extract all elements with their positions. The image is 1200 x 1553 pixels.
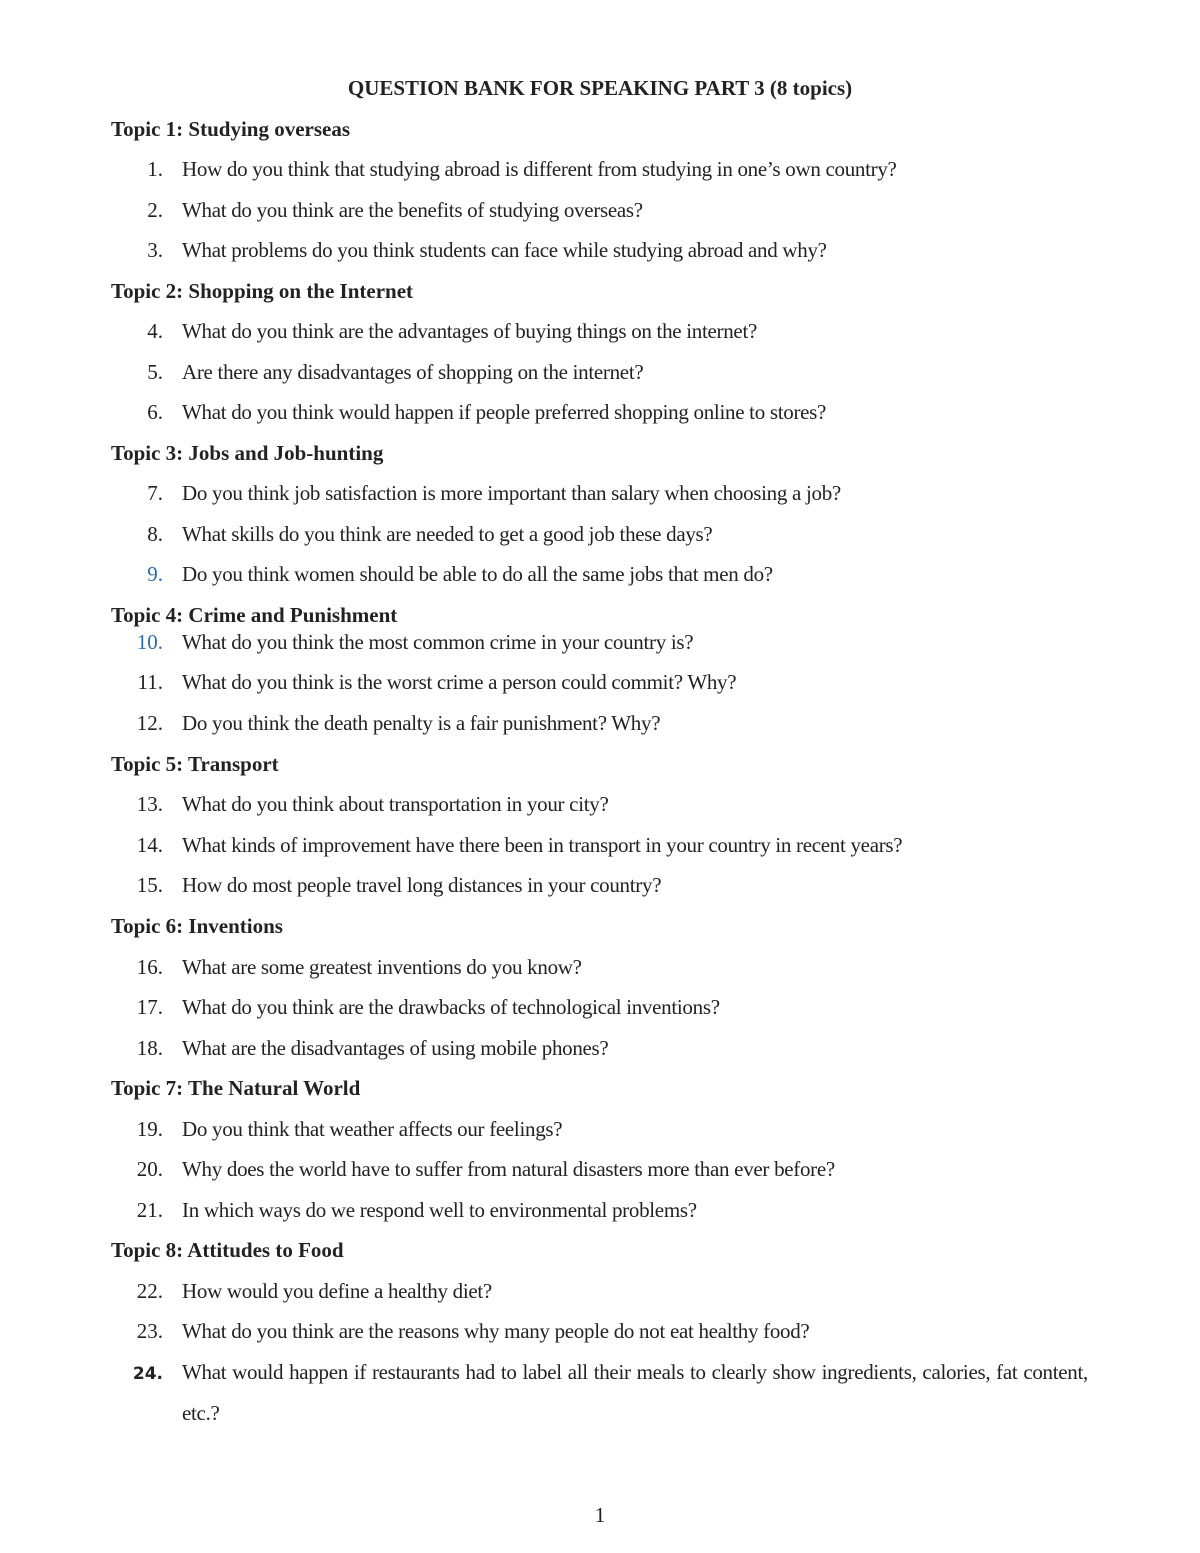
question-text: Why does the world have to suffer from natural disasters more than ever before? (182, 1157, 835, 1181)
question-number: 6. (147, 400, 163, 424)
question-text: What skills do you think are needed to get a good job these days? (182, 522, 713, 546)
topic-heading: Topic 5: Transport (111, 752, 279, 776)
question-number: 15. (136, 873, 163, 897)
question-number: 19. (136, 1117, 163, 1141)
question-text: What do you think are the advantages of buying things on the internet? (182, 319, 758, 343)
question-number: 24. (132, 1364, 163, 1384)
page-title: QUESTION BANK FOR SPEAKING PART 3 (8 topics) (347, 76, 853, 100)
question-text: Do you think women should be able to do all the same jobs that men do? (182, 562, 773, 586)
question-number: 23. (136, 1319, 163, 1343)
question-text: In which ways do we respond well to environmental problems? (182, 1198, 697, 1222)
page-number: 1 (594, 1503, 606, 1527)
question-text: What do you think are the reasons why many people do not eat healthy food? (182, 1319, 810, 1343)
question-text: What do you think would happen if people preferred shopping online to stores? (182, 400, 827, 424)
question-number: 21. (136, 1198, 163, 1222)
question-number: 13. (136, 792, 163, 816)
question-text: What are the disadvantages of using mobile phones? (182, 1036, 609, 1060)
topic-heading: Topic 1: Studying overseas (111, 117, 351, 141)
question-number: 3. (147, 238, 163, 262)
question-number: 7. (147, 481, 163, 505)
topic-heading: Topic 3: Jobs and Job-hunting (111, 441, 384, 465)
question-text: Are there any disadvantages of shopping on the internet? (182, 360, 644, 384)
question-text: What do you think about transportation in your city? (182, 792, 609, 816)
question-text: What do you think are the drawbacks of technological inventions? (182, 995, 720, 1019)
question-text: What would happen if restaurants had to label all their meals to clearly show ingredients, calories, fat content, etc.? (182, 1360, 1088, 1425)
question-text: Do you think job satisfaction is more important than salary when choosing a job? (182, 481, 841, 505)
question-number: 5. (147, 360, 163, 384)
question-number: 11. (137, 670, 163, 694)
question-text: What do you think is the worst crime a person could commit? Why? (182, 670, 737, 694)
question-text: Do you think the death penalty is a fair punishment? Why? (182, 711, 661, 735)
question-number: 2. (147, 198, 163, 222)
question-number: 8. (147, 522, 163, 546)
topic-heading: Topic 7: The Natural World (111, 1076, 361, 1100)
question-text: How do you think that studying abroad is different from studying in one’s own country? (182, 157, 897, 181)
topic-heading: Topic 4: Crime and Punishment (111, 603, 398, 627)
question-number: 9. (147, 562, 163, 586)
question-text: How would you define a healthy diet? (182, 1279, 492, 1303)
question-number: 22. (136, 1279, 163, 1303)
question-text: What do you think the most common crime in your country is? (182, 630, 694, 654)
question-number: 17. (136, 995, 163, 1019)
question-number: 1. (147, 157, 163, 181)
question-text: What do you think are the benefits of studying overseas? (182, 198, 643, 222)
topic-heading: Topic 2: Shopping on the Internet (111, 279, 414, 303)
topic-heading: Topic 8: Attitudes to Food (111, 1238, 344, 1262)
question-number: 20. (136, 1157, 163, 1181)
question-text: Do you think that weather affects our feelings? (182, 1117, 563, 1141)
question-text: How do most people travel long distances in your country? (182, 873, 662, 897)
question-number: 10. (136, 630, 163, 654)
topic-heading: Topic 6: Inventions (111, 914, 283, 938)
question-number: 14. (136, 833, 163, 857)
question-number: 12. (136, 711, 163, 735)
question-text: What are some greatest inventions do you know? (182, 955, 582, 979)
question-text: What kinds of improvement have there been in transport in your country in recent years? (182, 833, 903, 857)
question-number: 4. (147, 319, 163, 343)
question-number: 18. (136, 1036, 163, 1060)
question-text: What problems do you think students can face while studying abroad and why? (182, 238, 827, 262)
question-number: 16. (136, 955, 163, 979)
